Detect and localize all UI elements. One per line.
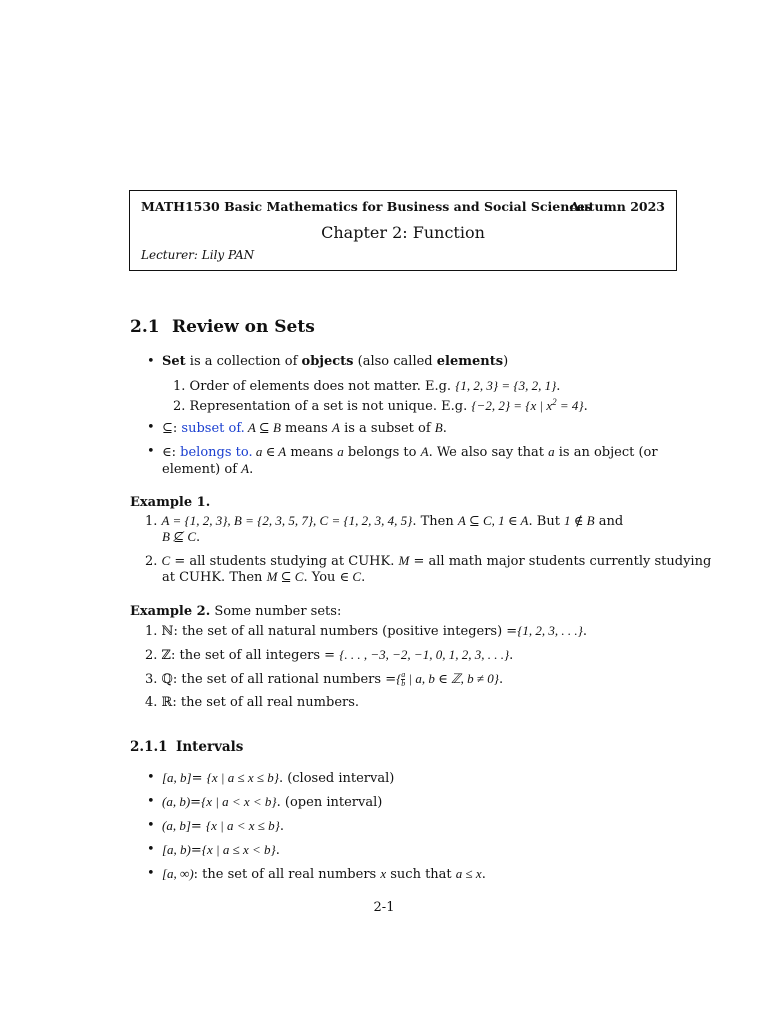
list-number: 2. <box>145 648 158 663</box>
text: : the set of all natural numbers (positive integers) = <box>173 624 518 639</box>
list-number: 1. <box>145 514 158 529</box>
example-1-title: Example 1. <box>130 495 211 510</box>
math: A <box>241 461 250 476</box>
text: . <box>509 648 514 663</box>
number-set-integers <box>145 647 513 663</box>
section-heading <box>130 317 315 337</box>
set-property-1 <box>173 378 560 394</box>
belongs-definition <box>162 444 658 460</box>
interval-open <box>162 794 382 810</box>
subsection-title: Intervals <box>176 739 244 755</box>
math: { <box>396 671 402 686</box>
math: = 4} <box>556 398 584 413</box>
text: . Then <box>412 514 458 529</box>
text: : the set of all rational numbers = <box>172 672 397 687</box>
math: B <box>434 420 443 435</box>
math: {−2, 2} = {x | x <box>471 398 553 413</box>
list-number: 2. <box>145 554 158 569</box>
text: = <box>191 771 207 786</box>
math: B ⊈ C <box>162 529 197 544</box>
subsection-number: 2.1.1 <box>130 739 168 755</box>
text: . <box>361 570 366 585</box>
element-symbol: ∈ <box>162 445 172 460</box>
text: (also called <box>353 354 437 369</box>
text: : the set of all real numbers <box>193 867 381 882</box>
text: . <box>275 843 280 858</box>
list-number: 3. <box>145 672 158 687</box>
math: ∈ C <box>339 569 362 584</box>
text: = <box>190 819 206 834</box>
math: [a, b] <box>162 770 192 785</box>
belongs-definition-line2 <box>162 461 253 477</box>
text: . <box>196 530 201 545</box>
subset-definition <box>162 420 447 436</box>
subsection-heading <box>130 739 243 755</box>
text: is a subset of <box>339 421 435 436</box>
text: . (closed interval) <box>278 771 395 786</box>
example-1-item-1 <box>145 513 623 529</box>
interval-infinite <box>162 866 486 882</box>
interval-closed <box>162 770 394 786</box>
fraction-denominator: b <box>401 679 406 688</box>
text: . <box>499 672 504 687</box>
math: {1, 2, 3, . . .} <box>517 623 583 638</box>
math: {. . . , −3, −2, −1, 0, 1, 2, 3, . . .} <box>339 647 510 662</box>
math: x <box>380 866 387 881</box>
subset-symbol: ⊆ <box>162 421 173 436</box>
example-1-item-2-line2 <box>162 569 365 585</box>
rationals-symbol: ℚ <box>161 672 173 687</box>
example-2-heading <box>130 604 341 619</box>
term-elements: elements <box>436 354 504 369</box>
text: and <box>594 514 624 529</box>
section-number: 2.1 <box>130 317 160 337</box>
term-objects: objects <box>301 354 354 369</box>
math: | a, b ∈ ℤ, b ≠ 0} <box>405 671 500 686</box>
text: . <box>442 421 447 436</box>
math: {x | a < x < b} <box>201 794 277 809</box>
text: = all students studying at CUHK. <box>170 554 399 569</box>
math: A ⊆ B <box>244 420 281 435</box>
math: C <box>161 553 171 568</box>
math: A <box>420 444 429 459</box>
term-label: Autumn 2023 <box>569 199 665 214</box>
list-number: 2. <box>173 399 186 414</box>
bullet-icon: • <box>147 818 155 833</box>
bullet-icon: • <box>147 794 155 809</box>
math: M ⊆ C <box>266 569 304 584</box>
number-set-rationals <box>145 671 503 688</box>
text: . <box>481 867 486 882</box>
math: (a, b] <box>162 818 191 833</box>
naturals-symbol: ℕ <box>161 624 174 639</box>
reals-symbol: ℝ <box>161 695 173 710</box>
interval-half-open-right <box>162 842 280 858</box>
bullet-icon: • <box>147 842 155 857</box>
set-definition <box>162 354 508 369</box>
text: belongs to <box>343 445 421 460</box>
math: 1 ∉ B <box>564 513 595 528</box>
term-set: Set <box>162 354 186 369</box>
integers-symbol: ℤ <box>161 648 172 663</box>
text: at CUHK. Then <box>162 570 267 585</box>
math: (a, b) <box>162 794 191 809</box>
list-number: 1. <box>173 379 186 394</box>
belongs-to-link[interactable]: belongs to. <box>180 445 253 460</box>
text: ) <box>503 354 509 369</box>
text: = <box>190 843 202 858</box>
math: {x | a ≤ x ≤ b} <box>206 770 279 785</box>
course-title: MATH1530 Basic Mathematics for Business and Social Sciences <box>141 199 592 214</box>
bullet-icon: • <box>147 770 155 785</box>
math: {x | a ≤ x < b} <box>201 842 276 857</box>
text: : <box>171 445 181 460</box>
set-property-2 <box>173 397 588 414</box>
text: . But <box>528 514 565 529</box>
math: a ∈ A <box>252 444 287 459</box>
text: . <box>556 379 561 394</box>
text: Representation of a set is not unique. E.g. <box>189 399 472 414</box>
math: A = {1, 2, 3}, B = {2, 3, 5, 7}, C = {1, 2, 3, 4, 5} <box>161 513 413 528</box>
list-number: 1. <box>145 624 158 639</box>
text: . (open interval) <box>276 795 383 810</box>
example-1-item-2 <box>145 553 711 569</box>
text: such that <box>386 867 456 882</box>
bullet-icon: • <box>147 866 155 881</box>
bullet-icon: • <box>147 420 155 435</box>
list-number: 4. <box>145 695 158 710</box>
number-set-reals <box>145 695 359 710</box>
lecturer-name: Lecturer: Lily PAN <box>141 248 255 262</box>
text: . We also say that <box>428 445 549 460</box>
lecture-header-box <box>129 190 677 271</box>
math: a <box>337 444 344 459</box>
math: [a, b) <box>162 842 191 857</box>
example-2-intro: Some number sets: <box>210 604 342 619</box>
text: . You <box>303 570 340 585</box>
math: M <box>398 553 410 568</box>
text: = all math major students currently studying <box>409 554 712 569</box>
math: a <box>548 444 555 459</box>
text: element) of <box>162 462 242 477</box>
number-set-naturals <box>145 623 587 639</box>
text: is an object (or <box>554 445 658 460</box>
text: : <box>172 421 182 436</box>
math: {x | a < x ≤ b} <box>205 818 280 833</box>
text: = <box>190 795 202 810</box>
text: Order of elements does not matter. E.g. <box>189 379 456 394</box>
example-1-item-1-line2 <box>162 529 200 545</box>
text: . <box>582 624 587 639</box>
text: : the set of all integers = <box>171 648 340 663</box>
text: : the set of all real numbers. <box>172 695 360 710</box>
math: [a, ∞) <box>162 866 194 881</box>
page-number: 2-1 <box>373 900 395 915</box>
interval-half-open-left <box>162 818 284 834</box>
example-2-title: Example 2. <box>130 604 211 619</box>
text: means <box>286 445 338 460</box>
fraction-numerator: a <box>401 670 406 679</box>
exponent: 2 <box>552 397 557 407</box>
subset-link[interactable]: subset of. <box>181 421 245 436</box>
chapter-title: Chapter 2: Function <box>321 223 485 242</box>
math: {1, 2, 3} = {3, 2, 1} <box>455 378 557 393</box>
bullet-icon: • <box>147 444 155 459</box>
text: means <box>280 421 332 436</box>
math: a ≤ x <box>455 866 482 881</box>
text: . <box>279 819 284 834</box>
math: A ⊆ C, 1 ∈ A <box>457 513 529 528</box>
math: A <box>331 420 340 435</box>
section-title: Review on Sets <box>172 317 315 337</box>
bullet-icon: • <box>147 354 155 369</box>
text: . <box>249 462 254 477</box>
text: . <box>583 399 588 414</box>
text: is a collection of <box>185 354 302 369</box>
